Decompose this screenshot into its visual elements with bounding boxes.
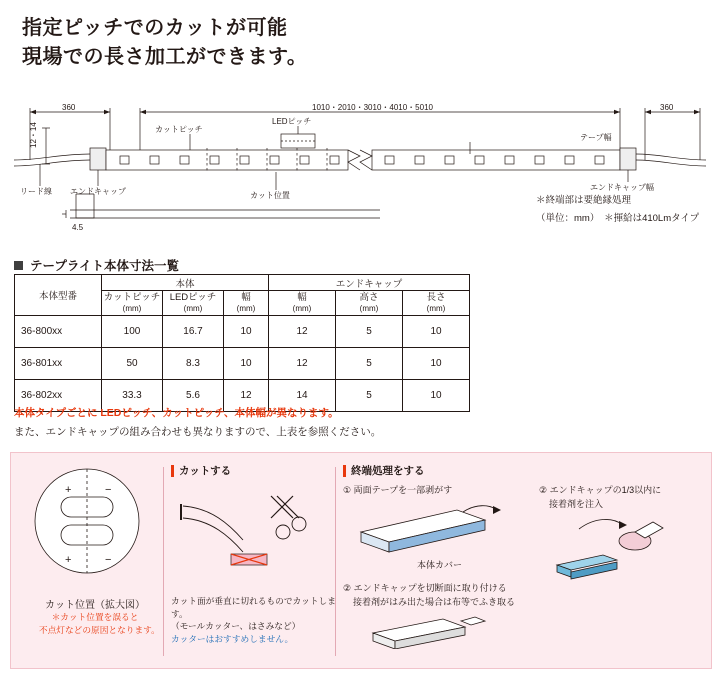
cutting-illustration	[171, 478, 331, 590]
th-ec-width-unit: (mm)	[292, 303, 312, 313]
cut-position-note-1: ＊カット位置を誤ると	[51, 612, 139, 622]
th-ec-length	[403, 291, 470, 316]
th-width-unit: (mm)	[236, 303, 256, 313]
svg-text:−: −	[105, 484, 112, 496]
cell-model: 36-802xx	[15, 380, 102, 412]
headline-line-1: 指定ピッチでのカットが可能	[22, 17, 288, 39]
cell-ec-height: 5	[336, 380, 403, 412]
cell-width: 12	[224, 380, 269, 412]
th-cut-pitch-label: カットピッチ	[103, 291, 161, 303]
cell-model: 36-800xx	[15, 316, 102, 348]
th-group-body: 本体	[102, 275, 269, 291]
svg-text:+: +	[65, 484, 72, 496]
bullet-square-icon	[14, 261, 23, 270]
cut-position-figure	[25, 463, 165, 636]
section-bar-icon	[343, 465, 346, 477]
cell-width: 10	[224, 316, 269, 348]
th-ec-width-label: 幅	[297, 291, 307, 303]
cell-ec-length: 10	[403, 316, 470, 348]
th-model: 本体型番	[15, 275, 102, 316]
cell-led-pitch: 5.6	[163, 380, 224, 412]
svg-text:−: −	[105, 554, 112, 566]
th-width-label: 幅	[241, 291, 251, 303]
cell-cut-pitch: 33.3	[102, 380, 163, 412]
drawing-note-1: ＊終端部は要絶縁処理	[536, 195, 632, 206]
th-cut-pitch-unit: (mm)	[122, 303, 142, 313]
cut-position-note-2: 不点灯などの原因となります。	[30, 624, 160, 635]
th-ec-length-label: 長さ	[426, 291, 446, 303]
th-led-pitch-label: LEDピッチ	[169, 291, 217, 303]
table-row	[15, 316, 470, 348]
termination-step-2: ② エンドキャップを切断面に取り付ける	[343, 583, 507, 593]
svg-text:+: +	[65, 554, 72, 566]
cell-ec-width: 12	[269, 348, 336, 380]
label-end-cap: エンドキャップ	[70, 187, 126, 196]
table-row	[15, 348, 470, 380]
cell-ec-height: 5	[336, 348, 403, 380]
th-ec-width	[269, 291, 336, 316]
page-title	[22, 14, 307, 72]
label-led-pitch: LEDピッチ	[272, 117, 312, 126]
headline-line-2: 現場での長さ加工ができます。	[22, 46, 308, 68]
dim-left: 360	[62, 103, 76, 112]
cutting-heading-text: カットする	[179, 465, 232, 477]
termination-step-3: ② エンドキャップの1/3以内に	[539, 485, 662, 495]
cell-ec-length: 10	[403, 348, 470, 380]
th-ec-height-unit: (mm)	[359, 303, 379, 313]
cell-led-pitch: 16.7	[163, 316, 224, 348]
cutting-note-3: カッターはおすすめしません。	[171, 633, 294, 644]
dim-right: 360	[660, 103, 674, 112]
dimensions-table	[14, 274, 470, 412]
termination-step-3-sub: 接着剤を注入	[549, 498, 604, 509]
cutting-section	[171, 463, 336, 645]
label-cut-position: カット位置	[250, 191, 290, 200]
termination-step1-illustration	[343, 498, 523, 562]
th-cut-pitch	[102, 291, 163, 316]
instruction-panel	[10, 452, 712, 669]
section-bar-icon	[171, 465, 174, 477]
cell-model: 36-801xx	[15, 348, 102, 380]
cell-ec-length: 10	[403, 380, 470, 412]
th-led-pitch	[163, 291, 224, 316]
dim-height-bottom: 4.5	[72, 223, 84, 232]
label-cut-pitch: カットピッチ	[155, 125, 203, 134]
table-title-text: テープライト本体寸法一覧	[30, 259, 180, 273]
cutting-heading	[171, 463, 336, 478]
termination-section	[343, 463, 703, 654]
th-group-endcap: エンドキャップ	[269, 275, 470, 291]
table-warning: 本体タイプごとに LEDピッチ、カットピッチ、本体幅が異なります。	[14, 407, 339, 419]
th-led-pitch-unit: (mm)	[183, 303, 203, 313]
drawing-note-2: （単位：mm） ＊揮給は410Lmタイプ	[536, 213, 700, 225]
cell-led-pitch: 8.3	[163, 348, 224, 380]
th-width	[224, 291, 269, 316]
cut-position-caption: カット位置（拡大図）	[45, 600, 145, 611]
cell-width: 10	[224, 348, 269, 380]
termination-step-1: ① 両面テープを一部剥がす	[343, 485, 453, 495]
termination-step-2-sub: 接着剤がはみ出た場合は布等でふき取る	[353, 596, 516, 607]
label-tape-width: テープ幅	[580, 133, 612, 142]
cutting-note-1: カット面が垂直に切れるものでカットします。	[171, 596, 336, 619]
drawing-notes	[536, 192, 699, 228]
table-warning-2: また、エンドキャップの組み合わせも異なりますので、上表を参照ください。	[14, 426, 382, 438]
termination-step3-illustration	[539, 511, 689, 591]
termination-step1-label: 本体カバー	[417, 559, 463, 570]
th-ec-height	[336, 291, 403, 316]
th-ec-height-label: 高さ	[359, 291, 379, 303]
termination-step2-illustration	[343, 609, 523, 649]
cell-cut-pitch: 100	[102, 316, 163, 348]
label-end-cap-width: エンドキャップ幅	[590, 183, 654, 192]
dim-center: 1010・2010・3010・4010・5010	[312, 103, 433, 112]
dim-height-left: 12・14	[29, 122, 38, 148]
cell-ec-width: 14	[269, 380, 336, 412]
termination-heading	[343, 463, 703, 478]
label-lead-wire: リード線	[20, 187, 52, 196]
th-ec-length-unit: (mm)	[426, 303, 446, 313]
cell-ec-height: 5	[336, 316, 403, 348]
cutting-note-2: （モールカッター、はさみなど）	[171, 621, 301, 632]
cell-cut-pitch: 50	[102, 348, 163, 380]
cell-ec-width: 12	[269, 316, 336, 348]
termination-heading-text: 終端処理をする	[351, 465, 425, 477]
table-title	[14, 256, 179, 274]
